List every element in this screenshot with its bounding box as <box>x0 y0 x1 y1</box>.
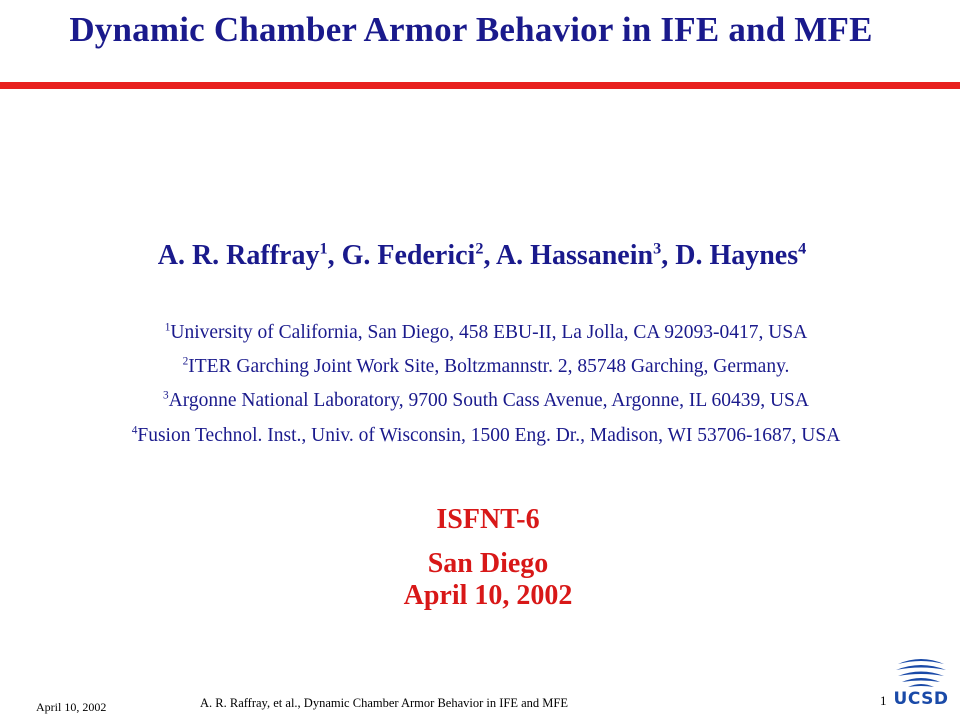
affiliation-text: Fusion Technol. Inst., Univ. of Wisconsin, 1500 Eng. Dr., Madison, WI 53706-1687, USA <box>137 425 841 446</box>
affiliation-3 <box>0 390 960 412</box>
affiliation-text: Argonne National Laboratory, 9700 South Cass Avenue, Argonne, IL 60439, USA <box>168 390 809 411</box>
conference-date: April 10, 2002 <box>403 580 573 611</box>
ucsd-wave-icon <box>894 656 948 690</box>
title-divider <box>0 82 960 89</box>
author-superscript: 1 <box>319 239 328 258</box>
affiliation-text: University of California, San Diego, 458 EBU-II, La Jolla, CA 92093-0417, USA <box>170 322 808 343</box>
author-name: A. Hassanein <box>495 240 654 271</box>
affiliation-superscript: 2 <box>182 355 189 368</box>
affiliation-text: ITER Garching Joint Work Site, Boltzmannstr. 2, 85748 Garching, Germany. <box>188 356 790 377</box>
affiliation-1 <box>0 322 960 344</box>
affiliation-2 <box>0 356 960 378</box>
page-number: 1 <box>880 693 887 708</box>
author-name: A. R. Raffray <box>157 240 320 271</box>
logo-text: UCSD <box>893 689 949 709</box>
affiliation-superscript: 4 <box>131 424 138 437</box>
author-name: D. Haynes <box>675 240 799 271</box>
conference-city: San Diego <box>427 548 549 579</box>
author-separator: , <box>483 240 496 271</box>
conference-name: ISFNT-6 <box>436 504 540 535</box>
author-superscript: 3 <box>653 239 662 258</box>
author-superscript: 2 <box>475 239 484 258</box>
affiliation-superscript: 1 <box>164 321 171 334</box>
slide-title: Dynamic Chamber Armor Behavior in IFE and MFE <box>69 10 873 49</box>
footer-date: April 10, 2002 <box>36 700 107 714</box>
author-separator: , <box>661 240 676 271</box>
author-name: G. Federici <box>341 240 476 271</box>
author-superscript: 4 <box>798 239 807 258</box>
author-list <box>0 240 960 272</box>
affiliation-superscript: 3 <box>162 389 169 402</box>
ucsd-logo <box>888 656 954 714</box>
author-separator: , <box>327 240 342 271</box>
footer-title: A. R. Raffray, et al., Dynamic Chamber Armor Behavior in IFE and MFE <box>200 696 568 710</box>
affiliation-4 <box>0 425 960 447</box>
